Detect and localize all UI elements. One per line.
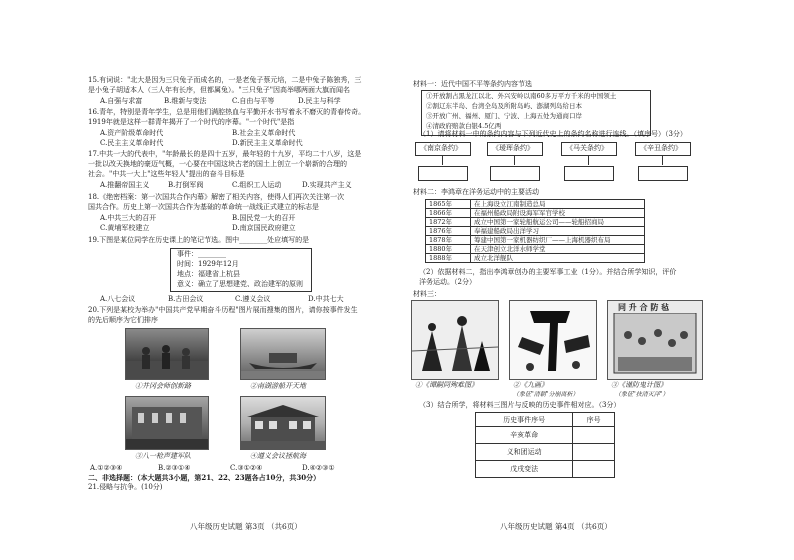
q18-option-c[interactable]: C.黄埔军校建立 — [100, 224, 150, 232]
treaty-xinchou-label: 《辛丑条约》 — [640, 144, 682, 152]
material1-item-4: ④清政府赔款白银4.5亿两 — [426, 122, 502, 130]
q20-option-d[interactable]: D.④②③① — [302, 464, 335, 472]
photo-nanhu-boat — [240, 328, 326, 380]
material3-question: （3）结合所学，将材料三图片与反映的历史事件相对应。（3分） — [419, 401, 621, 409]
treaty-answer-box-4[interactable] — [638, 166, 688, 181]
event-xinhai-answer[interactable] — [573, 427, 615, 444]
material3-subcaption-3: （象征"扶清灭洋"） — [615, 391, 669, 398]
table-row — [426, 245, 645, 254]
q20-line-1: 20.下列是某校为举办"中国共产党早期奋斗历程"图片展而搜集的图片，请你按事件发生 — [88, 306, 358, 314]
left-page — [80, 60, 380, 540]
activity-description: 在福州船政局附设海军军官学校 — [471, 209, 645, 218]
q19-note-event: 事件：________ — [177, 250, 226, 258]
q17-option-d[interactable]: D.实现共产主义 — [302, 181, 352, 189]
event-match-table — [475, 412, 615, 478]
image-nine-paintings — [509, 300, 597, 380]
photo-caption-2: ②南湖游船开天地 — [250, 382, 306, 390]
event-boxer: 义和团运动 — [476, 444, 573, 461]
treaty-answer-box-1[interactable] — [418, 166, 468, 181]
photo-caption-3: ③八一枪声建军队 — [135, 452, 191, 460]
q19-option-c[interactable]: C.遵义会议 — [235, 295, 271, 303]
q20-option-a[interactable]: A.①②③④ — [90, 464, 123, 472]
q18-option-b[interactable]: B.国民党一大的召开 — [232, 214, 296, 222]
q16-option-d[interactable]: D.新民主主义革命时代 — [232, 139, 303, 147]
q15-line-1: 15.有词说："北大是因为三只兔子而成名的，一是老兔子蔡元培，二是中兔子陈独秀，三 — [88, 76, 362, 84]
material1-item-3: ③开放广州、福州、厦门、宁波、上海五处为通商口岸 — [426, 112, 582, 120]
material3-caption-2: ②《九画》 — [513, 381, 548, 389]
material1-item-1: ①开放割占黑龙江以北、外兴安岭以南60多万平方千米的中国领土 — [426, 92, 617, 100]
q16-line-1: 16.青年，特别是青年学生，总是用他们满腔热血与平勤开水书写着永不磨灭的青春传奇。 — [88, 108, 366, 116]
treaty-shimonoseki[interactable] — [561, 142, 617, 156]
q20-option-c[interactable]: C.③①②④ — [230, 464, 263, 472]
activity-description: 奉福建船政局出洋学习 — [471, 227, 645, 236]
q16-option-c[interactable]: C.民主主义革命时代 — [100, 139, 164, 147]
q16-line-2: 1919年就是这样一群青年揭开了一个时代的序幕。"一个时代"是指 — [88, 118, 295, 126]
q19-option-b[interactable]: B.古田会议 — [168, 295, 204, 303]
q19-option-d[interactable]: D.中共七大 — [308, 295, 344, 303]
treaty-aigun-label: 《瑷珲条约》 — [492, 144, 534, 152]
photo-jinggang-meeting — [125, 328, 209, 380]
q19-note-place: 地点：福建省上杭县 — [177, 270, 240, 278]
material3-caption-3: ③《谨防鬼计图》 — [611, 381, 667, 389]
table-row — [426, 236, 645, 245]
q19-note-box — [170, 248, 312, 292]
event-xinhai: 辛亥革命 — [476, 427, 573, 444]
event-wuxu-answer[interactable] — [573, 461, 615, 478]
activity-description: 成立中国第一家轮船航运公司——轮船招商局 — [471, 218, 645, 227]
material3-title: 材料三： — [413, 290, 441, 298]
section2-heading: 二、非选择题：（本大题共3小题，第21、22、23题各占10分，共30分） — [88, 473, 321, 482]
image-beware-ghost-plot — [607, 300, 703, 380]
photo-caption-4: ④遵义会议拯航海 — [250, 452, 306, 460]
execution-illustration — [412, 301, 498, 379]
q20-option-b[interactable]: B.②③①④ — [158, 464, 191, 472]
q15-option-a[interactable]: A.自强与求富 — [100, 97, 143, 105]
broken-character-illustration — [510, 301, 596, 379]
connector-line-3 — [588, 155, 589, 165]
activity-description: 成立北洋舰队 — [471, 254, 645, 263]
photo-caption-1: ①井冈会师创新路 — [135, 382, 191, 390]
q17-line-3: 社会。"中共一大上"这些年轻人"提出的奋斗目标是 — [88, 170, 245, 178]
connector-line-1 — [442, 155, 443, 165]
treaty-aigun[interactable] — [487, 142, 543, 156]
event-boxer-answer[interactable] — [573, 444, 615, 461]
treaty-nanjing-label: 《南京条约》 — [420, 144, 462, 152]
table-row — [426, 227, 645, 236]
activity-year: 1888年 — [426, 254, 471, 263]
material2-question-2: 洋务运动。（2分） — [419, 278, 476, 286]
material1-title: 材料一：近代中国不平等条约内容节选 — [413, 80, 532, 88]
q18-line-2: 国共合作。历史上第一次国共合作为基础的革命统一战线正式建立的标志是 — [88, 203, 319, 211]
treaty-answer-box-2[interactable] — [490, 166, 540, 181]
q17-option-c[interactable]: C.组织工人运动 — [232, 181, 282, 189]
photo-figures-illustration — [126, 329, 208, 379]
q19-line: 19.下图是某位同学在历史课上的笔记节选。图中________处应填写的是 — [88, 236, 310, 244]
q15-line-2: 是小兔子胡适本人（三人年有长序，但都属兔）。"三只兔子"因高举哪两面大旗而闻名 — [88, 86, 350, 94]
table-row — [426, 200, 645, 209]
treaty-answer-box-3[interactable] — [564, 166, 614, 181]
activity-description: 在天津创立北洋水师学堂 — [471, 245, 645, 254]
treaty-shimonoseki-label: 《马关条约》 — [566, 144, 608, 152]
event-table-header-event: 历史事件序号 — [476, 413, 573, 427]
q17-line-1: 17.中共一大的代表中，"年龄最长的是四十五岁，最年轻的十九岁，平均二十八岁，这是 — [88, 150, 362, 158]
table-row — [426, 218, 645, 227]
photo-boat-illustration — [241, 329, 325, 379]
q17-option-b[interactable]: B.打倒军阀 — [168, 181, 204, 189]
q21-heading: 21.侵略与抗争。(10分) — [88, 483, 163, 491]
material3-caption-1: ①《谭嗣同殉难图》 — [415, 381, 478, 389]
right-page — [405, 60, 725, 540]
material3-subcaption-2: （象征"清朝"分崩离析） — [513, 391, 579, 398]
connector-line-2 — [514, 155, 515, 165]
q20-line-2: 的先后顺序为它们排序 — [88, 316, 158, 324]
activity-year: 1866年 — [426, 209, 471, 218]
activity-year: 1876年 — [426, 227, 471, 236]
q19-option-a[interactable]: A.八七会议 — [100, 295, 136, 303]
event-table-header-number: 序号 — [573, 413, 615, 427]
q15-option-d[interactable]: D.民主与科学 — [298, 97, 341, 105]
q18-option-d[interactable]: D.南京国民政府建立 — [232, 224, 296, 232]
left-page-footer: 八年级历史试题 第3页 （共6页） — [190, 522, 302, 531]
treaty-nanjing[interactable] — [415, 142, 471, 156]
q16-option-a[interactable]: A.资产阶级革命时代 — [100, 129, 164, 137]
material2-question-1: （2）依据材料二，指出李鸿章创办的主要军事工业（1分）。并结合所学知识，评价 — [419, 268, 677, 276]
activity-year: 1872年 — [426, 218, 471, 227]
q15-option-b[interactable]: B.维新与变法 — [164, 97, 207, 105]
photo-building-illustration — [126, 397, 208, 449]
q16-option-b[interactable]: B.社会主义革命时代 — [232, 129, 296, 137]
activity-description: 筹建中国第一家机器纺织厂——上海机器织布局 — [471, 236, 645, 245]
q19-note-meaning: 意义：确立了思想建党、政治建军的原则 — [177, 280, 303, 288]
connector-line-4 — [662, 155, 663, 165]
photo-zunyi-meeting — [240, 396, 326, 450]
right-page-footer: 八年级历史试题 第4页 （共6页） — [500, 522, 612, 531]
q19-note-time: 时间：1929年12月 — [177, 260, 239, 268]
q15-option-c[interactable]: C.自由与平等 — [232, 97, 275, 105]
q18-option-a[interactable]: A.中共三大的召开 — [100, 214, 157, 222]
table-row — [426, 254, 645, 263]
event-wuxu: 戊戌变法 — [476, 461, 573, 478]
lihongzhang-activities-table — [425, 199, 645, 263]
panel3-banner-text: 同 升 合 防 毡 — [618, 302, 670, 312]
material1-question: （1）请将材料一中的条约内容与下列近代史上的条约名称进行连线。（填序号）（3分） — [419, 130, 687, 138]
q17-line-2: 一批以改天换地的豪迈气概，一心要在中国这块古老的国土上创立一个崭新的合理的 — [88, 160, 347, 168]
treaty-xinchou[interactable] — [635, 142, 691, 156]
activity-year: 1865年 — [426, 200, 471, 209]
photo-nanchang-uprising — [125, 396, 209, 450]
q18-line-1: 18.《绝密档案：第一次国共合作内幕》解密了相关内容，使得人们再次关注第一次 — [88, 193, 345, 201]
table-row — [426, 209, 645, 218]
activity-description: 在上海设立江南制造总局 — [471, 200, 645, 209]
activity-year: 1878年 — [426, 236, 471, 245]
activity-year: 1880年 — [426, 245, 471, 254]
material1-item-2: ②割辽东半岛、台湾全岛及所附岛屿、澎湖列岛给日本 — [426, 102, 582, 110]
photo-zunyi-building-illustration — [241, 397, 325, 449]
crowd-illustration — [608, 313, 702, 379]
material2-title: 材料二：李鸿章在洋务运动中的主要活动 — [413, 188, 539, 196]
q17-option-a[interactable]: A.推翻帝国主义 — [100, 181, 150, 189]
image-tan-sitong-execution — [411, 300, 499, 380]
